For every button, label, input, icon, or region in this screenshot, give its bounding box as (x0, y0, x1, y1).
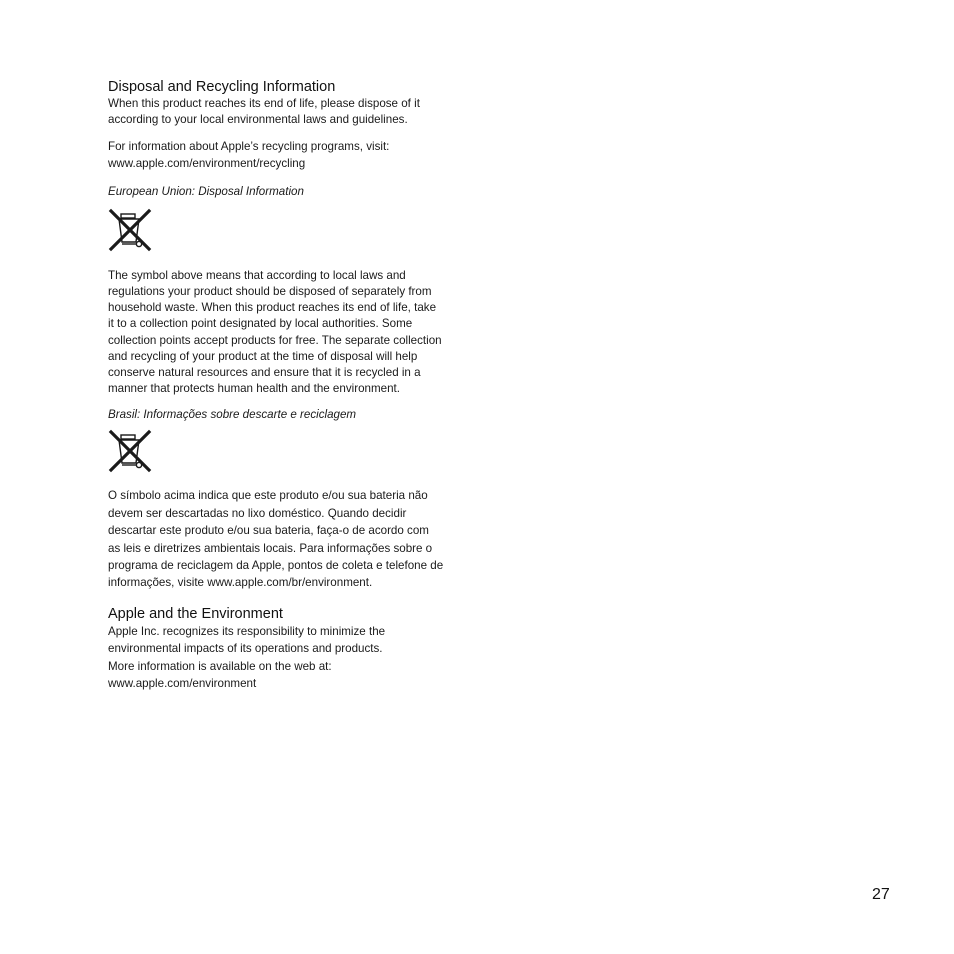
environment-text: Apple Inc. recognizes its responsibility to minimize the environmental impacts of its operations and products. More information is available on the web at: www.apple.com/environment (108, 624, 386, 691)
disposal-paragraph-1: When this product reaches its end of life, please dispose of it according to your local environmental laws and guidelines. (108, 97, 420, 127)
crossed-out-wheeled-bin-icon (108, 208, 152, 252)
disposal-heading: Disposal and Recycling Information (108, 79, 336, 95)
eu-subheading: European Union: Disposal Information (108, 184, 304, 198)
environment-heading: Apple and the Environment (108, 605, 283, 622)
content-column (108, 78, 478, 693)
eu-text: The symbol above means that according to local laws and regulations your product should be disposed of separately from household waste. When this product reaches its end of life, take it to a collection point designated by local authorities. Some collection points accept products for free. The separate collection and recycling of your product at the time of disposal will help conserve natural resources and ensure that it is recycled in a manner that protects human health and the environment. (108, 268, 442, 396)
page-number: 27 (872, 886, 890, 903)
disposal-paragraph-2: For information about Apple’s recycling programs, visit: www.apple.com/environment/recycling (108, 140, 390, 170)
brasil-subheading: Brasil: Informações sobre descarte e reciclagem (108, 408, 357, 422)
crossed-out-wheeled-bin-icon (108, 429, 152, 473)
brasil-text: O símbolo acima indica que este produto e/ou sua bateria não devem ser descartadas no lixo doméstico. Quando decidir descartar este produto e/ou sua bateria, faça-o de acordo com as leis e diretrizes ambientais locais. Para informações sobre o programa de reciclagem da Apple, pontos de coleta e telefone de informações, visite www.apple.com/br/environment. (108, 489, 444, 590)
